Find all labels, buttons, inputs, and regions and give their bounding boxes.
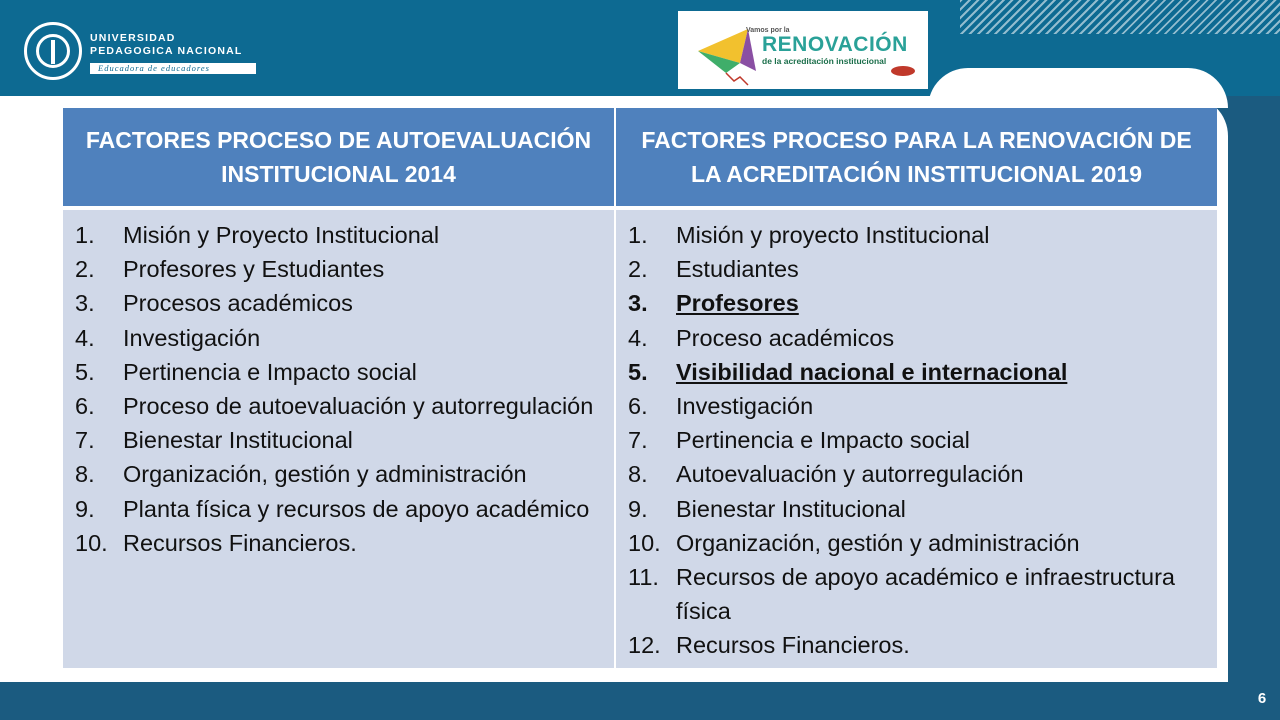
list-item xyxy=(75,389,614,423)
list-item xyxy=(628,457,1217,491)
list-item xyxy=(75,355,614,389)
item-number: 4. xyxy=(628,324,648,351)
item-number: 6. xyxy=(628,393,648,420)
item-number: 2. xyxy=(75,256,95,283)
list-item xyxy=(628,218,1217,252)
list-item xyxy=(628,389,1217,423)
item-number: 5. xyxy=(75,358,95,385)
university-seal-icon xyxy=(24,22,82,80)
item-text: Profesores y Estudiantes xyxy=(123,256,385,283)
item-number: 3. xyxy=(628,290,648,317)
item-text: Misión y Proyecto Institucional xyxy=(123,222,440,248)
list-item xyxy=(75,423,614,457)
item-text: Pertinencia e Impacto social xyxy=(123,358,417,385)
item-text: Proceso académicos xyxy=(676,324,895,351)
item-number: 7. xyxy=(628,427,648,454)
item-text: Recursos Financieros. xyxy=(676,632,910,659)
factors-2014-list xyxy=(63,210,614,668)
item-text: Proceso de autoevaluación y autorregulación xyxy=(123,393,594,420)
list-item xyxy=(628,560,1217,628)
item-text: Autoevaluación y autorregulación xyxy=(676,461,1024,488)
item-text: Recursos de apoyo académico e infraestructura física xyxy=(676,564,1175,625)
item-text: Procesos académicos xyxy=(123,290,353,317)
list-item xyxy=(628,321,1217,355)
list-item xyxy=(628,492,1217,526)
list-item xyxy=(628,526,1217,560)
item-text: Planta física y recursos de apoyo académico xyxy=(123,495,590,522)
decorative-stripes xyxy=(960,0,1280,34)
university-tagline: Educadora de educadores xyxy=(90,63,256,74)
item-text: Profesores xyxy=(676,290,799,317)
item-number: 10. xyxy=(628,529,661,556)
list-item xyxy=(628,423,1217,457)
item-number: 7. xyxy=(75,427,95,454)
item-number: 9. xyxy=(628,495,648,522)
item-number: 8. xyxy=(75,461,95,488)
item-text: Investigación xyxy=(123,324,261,351)
list-item xyxy=(75,457,614,491)
item-text: Investigación xyxy=(676,393,814,420)
factors-table xyxy=(63,108,1215,664)
list-item xyxy=(75,492,614,526)
item-number: 11. xyxy=(628,564,659,591)
item-number: 6. xyxy=(75,393,95,420)
list-item xyxy=(75,286,614,320)
list-item xyxy=(628,286,1217,320)
list-item xyxy=(628,252,1217,286)
page-number: 6 xyxy=(1257,690,1267,707)
item-text: Pertinencia e Impacto social xyxy=(676,427,970,454)
item-text: Misión y proyecto Institucional xyxy=(676,222,990,248)
list-item xyxy=(628,355,1217,389)
item-text: Bienestar Institucional xyxy=(123,427,353,454)
item-text: Estudiantes xyxy=(676,256,799,283)
campaign-subtitle: de la acreditación institucional xyxy=(762,56,887,66)
item-text: Visibilidad nacional e internacional xyxy=(676,358,1068,385)
item-text: Bienestar Institucional xyxy=(676,495,906,522)
item-text: Organización, gestión y administración xyxy=(123,461,527,488)
campaign-title: RENOVACIÓN xyxy=(762,33,908,56)
item-text: Organización, gestión y administración xyxy=(676,529,1080,556)
item-number: 5. xyxy=(628,358,648,385)
item-number: 9. xyxy=(75,495,95,522)
list-item xyxy=(75,526,614,560)
list-item xyxy=(75,252,614,286)
list-item xyxy=(628,628,1217,662)
campaign-logo xyxy=(678,11,928,89)
item-number: 3. xyxy=(75,290,95,317)
campaign-prefix: Vamos por la xyxy=(746,27,790,34)
header-2019: FACTORES PROCESO PARA LA RENOVACIÓN DE LA ACREDITACIÓN INSTITUCIONAL 2019 xyxy=(616,108,1217,206)
item-number: 10. xyxy=(75,529,108,556)
item-number: 8. xyxy=(628,461,648,488)
item-number: 1. xyxy=(628,222,648,248)
list-item xyxy=(75,218,614,252)
item-number: 12. xyxy=(628,632,661,659)
list-item xyxy=(75,321,614,355)
header-2014: FACTORES PROCESO DE AUTOEVALUACIÓN INSTITUCIONAL 2014 xyxy=(63,108,614,206)
item-text: Recursos Financieros. xyxy=(123,529,357,556)
university-name: UNIVERSIDAD PEDAGOGICA NACIONAL xyxy=(90,32,243,57)
item-number: 4. xyxy=(75,324,95,351)
university-logo xyxy=(24,22,264,82)
item-number: 2. xyxy=(628,256,648,283)
factors-2019-list xyxy=(616,210,1217,668)
item-number: 1. xyxy=(75,222,95,248)
